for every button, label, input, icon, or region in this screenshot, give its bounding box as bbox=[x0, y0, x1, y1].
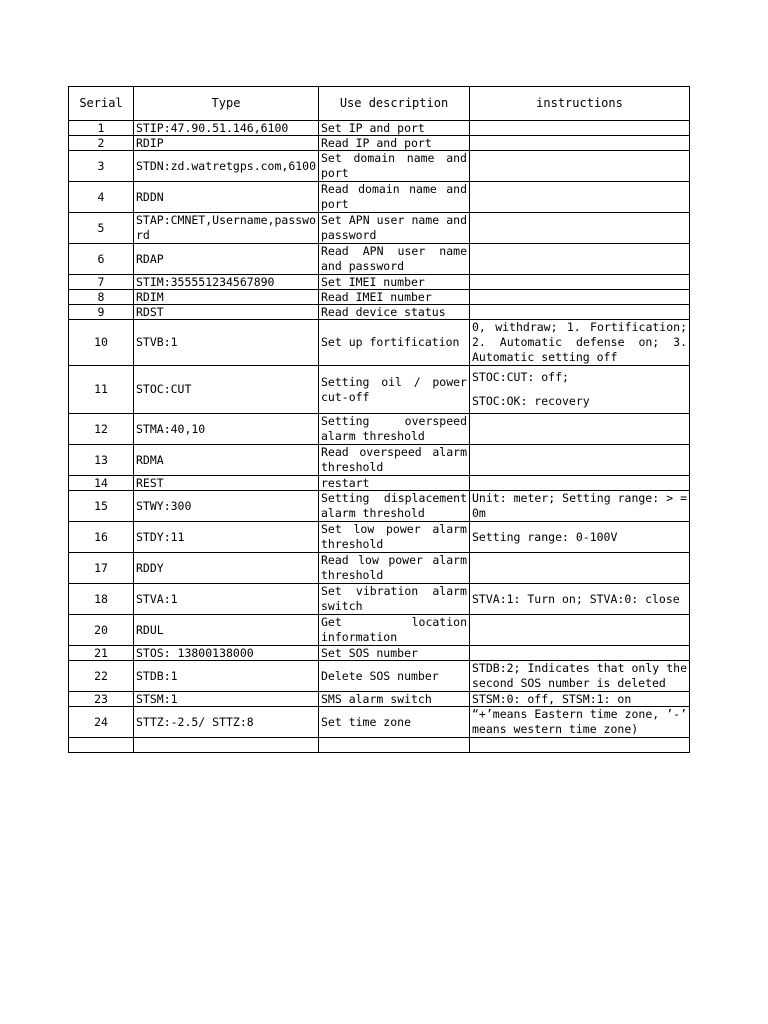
cell-serial: 24 bbox=[69, 707, 134, 738]
cell-serial bbox=[69, 738, 134, 753]
cell-type: STVB:1 bbox=[134, 320, 319, 366]
cell-type: STVA:1 bbox=[134, 584, 319, 615]
cell-use: Set SOS number bbox=[319, 646, 470, 661]
cell-type: RDDY bbox=[134, 553, 319, 584]
table-row bbox=[69, 615, 690, 646]
cell-use: Read APN user name and password bbox=[319, 244, 470, 275]
cell-instructions: “+’means Eastern time zone, ’-’ means western time zone) bbox=[470, 707, 690, 738]
cell-use: Set vibration alarm switch bbox=[319, 584, 470, 615]
cell-serial: 21 bbox=[69, 646, 134, 661]
cell-use bbox=[319, 738, 470, 753]
table-row bbox=[69, 584, 690, 615]
cell-instructions bbox=[470, 646, 690, 661]
cell-instructions bbox=[470, 136, 690, 151]
cell-use: Set low power alarm threshold bbox=[319, 522, 470, 553]
table-row bbox=[69, 522, 690, 553]
instruction-line: STOC:CUT: off; bbox=[472, 370, 569, 384]
cell-serial: 23 bbox=[69, 692, 134, 707]
table-row bbox=[69, 121, 690, 136]
cell-instructions bbox=[470, 213, 690, 244]
cell-type: STWY:300 bbox=[134, 491, 319, 522]
cell-serial: 8 bbox=[69, 290, 134, 305]
table-row bbox=[69, 182, 690, 213]
cell-use: Set IP and port bbox=[319, 121, 470, 136]
header-use-description: Use description bbox=[319, 87, 470, 121]
cell-type: RDIP bbox=[134, 136, 319, 151]
cell-serial: 7 bbox=[69, 275, 134, 290]
cell-instructions bbox=[470, 738, 690, 753]
table-row bbox=[69, 136, 690, 151]
cell-instructions: Setting range: 0-100V bbox=[470, 522, 690, 553]
cell-type: RDDN bbox=[134, 182, 319, 213]
cell-instructions: STVA:1: Turn on; STVA:0: close bbox=[470, 584, 690, 615]
table-row bbox=[69, 320, 690, 366]
cell-instructions: STSM:0: off, STSM:1: on bbox=[470, 692, 690, 707]
table-row bbox=[69, 213, 690, 244]
cell-use: restart bbox=[319, 476, 470, 491]
cell-type: STTZ:-2.5/ STTZ:8 bbox=[134, 707, 319, 738]
cell-instructions bbox=[470, 366, 690, 414]
cell-use: Set time zone bbox=[319, 707, 470, 738]
table-row bbox=[69, 692, 690, 707]
cell-instructions bbox=[470, 553, 690, 584]
table-row bbox=[69, 244, 690, 275]
table-row bbox=[69, 290, 690, 305]
cell-instructions bbox=[470, 151, 690, 182]
cell-type: STDB:1 bbox=[134, 661, 319, 692]
cell-type: STDY:11 bbox=[134, 522, 319, 553]
cell-use: Get location information bbox=[319, 615, 470, 646]
table-row bbox=[69, 476, 690, 491]
cell-instructions bbox=[470, 182, 690, 213]
table-row bbox=[69, 491, 690, 522]
table-row bbox=[69, 661, 690, 692]
table-row bbox=[69, 738, 690, 753]
cell-instructions bbox=[470, 414, 690, 445]
cell-type: STSM:1 bbox=[134, 692, 319, 707]
table-row bbox=[69, 305, 690, 320]
table-row bbox=[69, 707, 690, 738]
header-instructions: instructions bbox=[470, 87, 690, 121]
cell-serial: 17 bbox=[69, 553, 134, 584]
cell-serial: 5 bbox=[69, 213, 134, 244]
cell-use: Set domain name and port bbox=[319, 151, 470, 182]
cell-serial: 14 bbox=[69, 476, 134, 491]
cell-instructions bbox=[470, 615, 690, 646]
cell-type: STAP:CMNET,Username,password bbox=[134, 213, 319, 244]
cell-serial: 9 bbox=[69, 305, 134, 320]
cell-use: Delete SOS number bbox=[319, 661, 470, 692]
cell-instructions bbox=[470, 275, 690, 290]
cell-use: Setting displacement alarm threshold bbox=[319, 491, 470, 522]
cell-serial: 15 bbox=[69, 491, 134, 522]
cell-type: STMA:40,10 bbox=[134, 414, 319, 445]
cell-serial: 6 bbox=[69, 244, 134, 275]
cell-instructions bbox=[470, 244, 690, 275]
cell-type: STOS: 13800138000 bbox=[134, 646, 319, 661]
cell-type: STIM:355551234567890 bbox=[134, 275, 319, 290]
cell-use: Read IP and port bbox=[319, 136, 470, 151]
cell-use: Setting oil / power cut-off bbox=[319, 366, 470, 414]
cell-serial: 1 bbox=[69, 121, 134, 136]
cell-use: Read domain name and port bbox=[319, 182, 470, 213]
table-row bbox=[69, 553, 690, 584]
cell-type: RDUL bbox=[134, 615, 319, 646]
cell-use: Set APN user name and password bbox=[319, 213, 470, 244]
cell-type: STDN:zd.watretgps.com,6100 bbox=[134, 151, 319, 182]
cell-serial: 3 bbox=[69, 151, 134, 182]
header-type: Type bbox=[134, 87, 319, 121]
cell-type: RDST bbox=[134, 305, 319, 320]
cell-serial: 10 bbox=[69, 320, 134, 366]
cell-type: RDAP bbox=[134, 244, 319, 275]
cell-type: STIP:47.90.51.146,6100 bbox=[134, 121, 319, 136]
cell-serial: 22 bbox=[69, 661, 134, 692]
cell-use: Read IMEI number bbox=[319, 290, 470, 305]
cell-use: Read low power alarm threshold bbox=[319, 553, 470, 584]
cell-use: Read overspeed alarm threshold bbox=[319, 445, 470, 476]
cell-instructions: Unit: meter; Setting range: > = 0m bbox=[470, 491, 690, 522]
cell-serial: 13 bbox=[69, 445, 134, 476]
cell-type: REST bbox=[134, 476, 319, 491]
header-serial: Serial bbox=[69, 87, 134, 121]
cell-serial: 18 bbox=[69, 584, 134, 615]
cell-type: STOC:CUT bbox=[134, 366, 319, 414]
table-row bbox=[69, 275, 690, 290]
cell-type: RDMA bbox=[134, 445, 319, 476]
cell-instructions bbox=[470, 445, 690, 476]
table-row bbox=[69, 366, 690, 414]
cell-type: RDIM bbox=[134, 290, 319, 305]
cell-instructions bbox=[470, 305, 690, 320]
table-row bbox=[69, 414, 690, 445]
cell-instructions: 0, withdraw; 1. Fortification; 2. Automatic defense on; 3. Automatic setting off bbox=[470, 320, 690, 366]
table-row bbox=[69, 151, 690, 182]
command-table bbox=[68, 86, 690, 753]
cell-serial: 20 bbox=[69, 615, 134, 646]
instruction-line: STOC:OK: recovery bbox=[472, 394, 590, 408]
header-row bbox=[69, 87, 690, 121]
cell-instructions bbox=[470, 476, 690, 491]
table-row bbox=[69, 646, 690, 661]
cell-instructions bbox=[470, 121, 690, 136]
cell-instructions: STDB:2; Indicates that only the second SOS number is deleted bbox=[470, 661, 690, 692]
cell-instructions bbox=[470, 290, 690, 305]
cell-serial: 12 bbox=[69, 414, 134, 445]
cell-use: SMS alarm switch bbox=[319, 692, 470, 707]
cell-type bbox=[134, 738, 319, 753]
cell-serial: 4 bbox=[69, 182, 134, 213]
cell-use: Setting overspeed alarm threshold bbox=[319, 414, 470, 445]
cell-serial: 11 bbox=[69, 366, 134, 414]
cell-use: Set up fortification bbox=[319, 320, 470, 366]
cell-use: Read device status bbox=[319, 305, 470, 320]
cell-serial: 16 bbox=[69, 522, 134, 553]
cell-serial: 2 bbox=[69, 136, 134, 151]
table-row bbox=[69, 445, 690, 476]
cell-use: Set IMEI number bbox=[319, 275, 470, 290]
